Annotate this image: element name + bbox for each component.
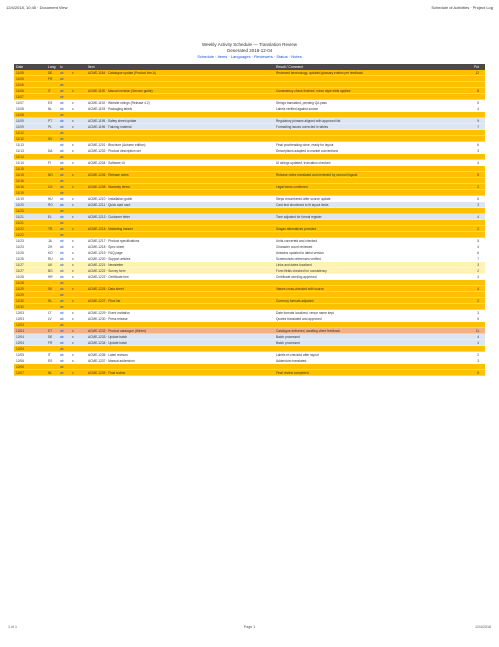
row-date: 11/09 (16, 125, 24, 129)
row-item: ACME-1208 · Warranty terms (88, 185, 130, 189)
row-date: 11/05 (16, 71, 24, 75)
row-flag: x (72, 227, 74, 231)
row-link[interactable]: ab (60, 251, 64, 255)
row-flag: x (72, 359, 74, 363)
row-pct: 4 (477, 341, 479, 345)
row-date: 12/03 (16, 323, 24, 327)
row-lang: DE (48, 71, 53, 75)
row-link[interactable]: ab (60, 263, 64, 267)
row-result: Screenshots references verified (276, 257, 321, 261)
row-link[interactable]: ab (60, 341, 64, 345)
row-date: 11/07 (16, 101, 24, 105)
row-result: Units converted and checked (276, 239, 318, 243)
row-pct: 2 (477, 185, 479, 189)
row-lang: RO (48, 203, 53, 207)
row-link[interactable]: ab (60, 89, 64, 93)
row-lang: IT (48, 89, 51, 93)
row-item: ACME-1230 · Press release (88, 317, 128, 321)
row-link[interactable]: ab (60, 257, 64, 261)
row-date: 12/06 (16, 365, 24, 369)
row-flag: x (72, 203, 74, 207)
row-pct: 12 (475, 71, 479, 75)
row-pct: 11 (475, 329, 479, 333)
row-lang: ZH (48, 245, 53, 249)
row-lang: LT (48, 311, 52, 315)
row-flag: x (72, 173, 74, 177)
row-date: 11/15 (16, 173, 24, 177)
row-link[interactable]: ab (60, 275, 64, 279)
row-link[interactable]: ab (60, 329, 64, 333)
row-pct: 5 (477, 239, 479, 243)
row-pct: 3 (477, 275, 479, 279)
table-row[interactable] (14, 370, 485, 376)
row-lang: FR (48, 341, 53, 345)
row-result: Steps renumbered after source update (276, 197, 331, 201)
row-pct: 4 (477, 215, 479, 219)
row-link[interactable]: ab (60, 143, 64, 147)
row-pct: 3 (477, 311, 479, 315)
row-flag: x (72, 257, 74, 261)
row-date: 11/26 (16, 257, 24, 261)
table-body (14, 70, 485, 376)
row-item: ACME-1232 · Product catalogue (Winter) (88, 329, 147, 333)
row-flag: x (72, 125, 74, 129)
row-link[interactable]: ab (60, 137, 64, 141)
row-result: Values cross-checked with source (276, 287, 324, 291)
row-date: 11/21 (16, 221, 24, 225)
row-link[interactable]: ab (60, 215, 64, 219)
row-result: Addendum translated (276, 359, 307, 363)
row-pct: 3 (477, 263, 479, 267)
row-item: ACME-1196 · Training material (88, 125, 132, 129)
row-lang: DE (48, 335, 53, 339)
row-pct: 7 (477, 257, 479, 261)
row-date: 11/12 (16, 137, 24, 141)
col-pct: Pct (474, 65, 479, 69)
col-result: Result / Comment (276, 65, 304, 69)
row-item: ACME-1201 · Brochure (Autumn edition) (88, 143, 146, 147)
row-date: 11/28 (16, 275, 24, 279)
row-link[interactable]: ab (60, 287, 64, 291)
row-flag: x (72, 215, 74, 219)
row-link[interactable]: ab (60, 167, 64, 171)
row-link[interactable]: ab (60, 245, 64, 249)
row-link[interactable]: ab (60, 161, 64, 165)
row-pct: 6 (477, 143, 479, 147)
row-flag: x (72, 119, 74, 123)
row-result: Date formats localized, venue name kept (276, 311, 334, 315)
row-result: Strings translated, pending QA pass (276, 101, 327, 105)
row-item: ACME-1190 · Manual revision (Service guide) (88, 89, 153, 93)
row-item: ACME-1227 · Price list (88, 299, 121, 303)
row-link[interactable]: ab (60, 179, 64, 183)
row-lang: ES (48, 101, 53, 105)
row-date: 11/05 (16, 77, 24, 81)
row-item: ACME-1193 · Packaging labels (88, 107, 133, 111)
row-result: Links and dates localized (276, 263, 312, 267)
row-flag: x (72, 335, 74, 339)
row-link[interactable]: ab (60, 149, 64, 153)
row-date: 11/16 (16, 185, 24, 189)
row-result: Regulatory phrases aligned with approved list (276, 119, 341, 123)
row-lang: ES (48, 359, 53, 363)
row-link[interactable]: ab (60, 203, 64, 207)
row-flag: x (72, 311, 74, 315)
row-item: ACME-1218 · Spec sheet (88, 245, 125, 249)
row-lang: FI (48, 161, 51, 165)
row-date: 11/30 (16, 299, 24, 303)
row-flag: x (72, 353, 74, 357)
row-pct: 3 (477, 359, 479, 363)
row-link[interactable]: ab (60, 281, 64, 285)
row-flag: x (72, 251, 74, 255)
row-result: Legal terms confirmed (276, 185, 308, 189)
row-lang: SV (48, 137, 53, 141)
document-nav-links[interactable]: Schedule · Items · Languages · Reviewers · Status · Notes (197, 54, 302, 59)
row-link[interactable]: ab (60, 113, 64, 117)
row-link[interactable]: ab (60, 77, 64, 81)
row-pct: 6 (477, 251, 479, 255)
row-flag: x (72, 299, 74, 303)
col-date: Date (16, 65, 24, 69)
row-date: 11/22 (16, 227, 24, 231)
row-result: Card text shortened to fit layout limits (276, 203, 329, 207)
row-result: Final review completed (276, 371, 309, 375)
row-pct: 5 (477, 317, 479, 321)
row-date: 11/30 (16, 305, 24, 309)
page-header-right: Schedule of Activities · Project Log (431, 5, 493, 10)
row-result: Character count reviewed (276, 245, 313, 249)
row-link[interactable]: ab (60, 359, 64, 363)
row-pct: 6 (477, 197, 479, 201)
col-item: Item (88, 65, 95, 69)
row-item: ACME-1220 · Support articles (88, 257, 131, 261)
row-date: 11/09 (16, 119, 24, 123)
footer-page: Page 1 (243, 625, 256, 629)
row-item: ACME-1210 · Installation guide (88, 197, 133, 201)
row-date: 11/19 (16, 191, 24, 195)
row-date: 11/27 (16, 263, 24, 267)
row-link[interactable]: ab (60, 311, 64, 315)
row-date: 11/29 (16, 287, 24, 291)
row-link[interactable]: ab (60, 305, 64, 309)
row-flag: x (72, 149, 74, 153)
row-link[interactable]: ab (60, 227, 64, 231)
row-pct: 2 (477, 227, 479, 231)
row-item: ACME-1237 · Manual addendum (88, 359, 135, 363)
row-lang: SK (48, 287, 53, 291)
row-flag: x (72, 107, 74, 111)
row-link[interactable]: ab (60, 317, 64, 321)
row-result: Batch processed (276, 335, 300, 339)
row-item: ACME-1221 · Newsletter (88, 263, 124, 267)
row-pct: 3 (477, 149, 479, 153)
row-link[interactable]: ab (60, 221, 64, 225)
row-link[interactable]: ab (60, 365, 64, 369)
row-lang: LV (48, 317, 52, 321)
row-link[interactable]: ab (60, 347, 64, 351)
row-date: 11/06 (16, 83, 24, 87)
row-result: Reviewed terminology, updated glossary entries per feedback (276, 71, 363, 75)
row-pct: 2 (477, 269, 479, 273)
row-result: Quotes translated and approved (276, 317, 322, 321)
row-item: ACME-1239 · Final review (88, 371, 126, 375)
row-date: 11/08 (16, 113, 24, 117)
row-link[interactable]: ab (60, 71, 64, 75)
row-lang: PL (48, 125, 52, 129)
row-lang: JA (48, 239, 52, 243)
row-date: 12/04 (16, 329, 24, 333)
row-item: ACME-1202 · Product description set (88, 149, 141, 153)
row-lang: NL (48, 371, 53, 375)
row-lang: SL (48, 299, 52, 303)
row-lang: HR (48, 275, 53, 279)
row-pct: 6 (477, 371, 479, 375)
row-date: 11/08 (16, 107, 24, 111)
row-result: Currency formats adjusted (276, 299, 314, 303)
row-pct: 5 (477, 101, 479, 105)
row-date: 11/29 (16, 293, 24, 297)
row-link[interactable]: ab (60, 119, 64, 123)
row-link[interactable]: ab (60, 101, 64, 105)
row-link[interactable]: ab (60, 239, 64, 243)
row-link[interactable]: ab (60, 353, 64, 357)
row-date: 12/03 (16, 317, 24, 321)
row-lang: DA (48, 149, 53, 153)
row-link[interactable]: ab (60, 83, 64, 87)
row-date: 12/05 (16, 347, 24, 351)
document-subtitle: Generated 2018-12-04 (226, 48, 273, 53)
row-date: 11/21 (16, 215, 24, 219)
row-flag: x (72, 341, 74, 345)
row-result: Tone adjusted for formal register (276, 215, 322, 219)
row-date: 11/28 (16, 281, 24, 285)
row-date: 11/19 (16, 197, 24, 201)
row-flag: x (72, 143, 74, 147)
row-link[interactable]: ab (60, 335, 64, 339)
row-flag: x (72, 185, 74, 189)
row-result: Formatting issues corrected in tables (276, 125, 329, 129)
row-date: 11/20 (16, 203, 24, 207)
row-pct: 4 (477, 107, 479, 111)
row-item: ACME-1195 · Safety sheet update (88, 119, 137, 123)
row-result: Descriptions adapted to market conventions (276, 149, 339, 153)
col-icon: Ic (60, 65, 63, 69)
row-item: ACME-1204 · Software UI (88, 161, 125, 165)
row-lang: EL (48, 215, 52, 219)
row-flag: x (72, 89, 74, 93)
col-lang: Lang (48, 65, 56, 69)
row-link[interactable]: ab (60, 293, 64, 297)
row-item: ACME-1229 · Event invitation (88, 311, 130, 315)
row-lang: PT (48, 119, 53, 123)
row-flag: x (72, 269, 74, 273)
row-item: ACME-1206 · Release notes (88, 173, 129, 177)
row-pct: 5 (477, 173, 479, 177)
row-date: 12/03 (16, 311, 24, 315)
row-link[interactable]: ab (60, 299, 64, 303)
row-link[interactable]: ab (60, 191, 64, 195)
row-date: 11/14 (16, 161, 24, 165)
row-item: ACME-1192 · Website strings (Release 4.2) (88, 101, 150, 105)
row-item: ACME-1223 · Certificate text (88, 275, 129, 279)
row-date: 12/04 (16, 335, 24, 339)
row-pct: 4 (477, 245, 479, 249)
row-flag: x (72, 239, 74, 243)
row-lang: CS (48, 185, 53, 189)
row-date: 11/06 (16, 89, 24, 93)
row-date: 11/26 (16, 251, 24, 255)
row-flag: x (72, 329, 74, 333)
row-link[interactable]: ab (60, 185, 64, 189)
row-flag: x (72, 287, 74, 291)
row-lang: NO (48, 173, 53, 177)
row-link[interactable]: ab (60, 107, 64, 111)
row-date: 11/14 (16, 155, 24, 159)
row-result: Final proofreading done, ready for layout (276, 143, 334, 147)
row-result: Labels verified against source (276, 107, 319, 111)
row-pct: 2 (477, 353, 479, 357)
row-result: UI strings updated, truncation checked (276, 161, 331, 165)
row-date: 11/07 (16, 95, 24, 99)
row-date: 12/04 (16, 341, 24, 345)
row-result: Catalogue delivered, awaiting client feedback (276, 329, 340, 333)
row-lang: RU (48, 257, 53, 261)
document-title: Weekly Activity Schedule — Translation Review (202, 42, 297, 47)
footer-date: 12/4/2018 (475, 625, 491, 629)
row-link[interactable]: ab (60, 125, 64, 129)
row-lang: TR (48, 227, 53, 231)
row-lang: KO (48, 251, 53, 255)
row-result: Slogan alternatives provided (276, 227, 317, 231)
row-pct: 4 (477, 161, 479, 165)
row-date: 11/20 (16, 209, 24, 213)
row-link[interactable]: ab (60, 197, 64, 201)
row-item: ACME-1222 · Survey form (88, 269, 126, 273)
row-lang: ET (48, 329, 53, 333)
row-link[interactable]: ab (60, 95, 64, 99)
schedule-table (14, 64, 485, 376)
row-pct: 4 (477, 287, 479, 291)
row-date: 11/27 (16, 269, 24, 273)
row-date: 12/05 (16, 353, 24, 357)
row-flag: x (72, 161, 74, 165)
row-result: Release notes translated and reviewed by second linguist (276, 173, 358, 177)
row-date: 12/06 (16, 359, 24, 363)
row-item: ACME-1233 · Update batch (88, 335, 128, 339)
row-date: 11/23 (16, 239, 24, 243)
row-pct: 7 (477, 125, 479, 129)
row-date: 11/22 (16, 233, 24, 237)
row-flag: x (72, 275, 74, 279)
row-result: Labels re-checked after layout (276, 353, 319, 357)
row-flag: x (72, 101, 74, 105)
row-lang: FR (48, 77, 53, 81)
row-date: 11/16 (16, 179, 24, 183)
row-pct: 3 (477, 203, 479, 207)
row-link[interactable]: ab (60, 269, 64, 273)
row-pct: 8 (477, 89, 479, 93)
row-link[interactable]: ab (60, 209, 64, 213)
row-item: ACME-1234 · Update batch (88, 341, 128, 345)
row-date: 11/23 (16, 245, 24, 249)
page-header-left: 12/4/2018, 10:45 · Document View (6, 5, 68, 10)
row-date: 11/13 (16, 149, 24, 153)
row-item: ACME-1213 · Customer letter (88, 215, 130, 219)
row-flag: x (72, 263, 74, 267)
row-lang: HU (48, 197, 53, 201)
title-block (0, 42, 499, 60)
row-result: Form fields checked for consistency (276, 269, 327, 273)
row-link[interactable]: ab (60, 371, 64, 375)
row-item: ACME-1215 · Marketing banner (88, 227, 134, 231)
row-pct: 2 (477, 299, 479, 303)
row-link[interactable]: ab (60, 323, 64, 327)
row-pct: 4 (477, 335, 479, 339)
row-link[interactable]: ab (60, 155, 64, 159)
row-item: ACME-1211 · Quick start card (88, 203, 131, 207)
row-result: Certificate wording approved (276, 275, 317, 279)
row-date: 11/15 (16, 167, 24, 171)
row-flag: x (72, 371, 74, 375)
row-item: ACME-1225 · Data sheet (88, 287, 124, 291)
row-flag: x (72, 245, 74, 249)
row-result: Answers updated to latest version (276, 251, 324, 255)
row-lang: UK (48, 263, 53, 267)
row-link[interactable]: ab (60, 233, 64, 237)
footer-left: 1 of 1 (8, 625, 17, 629)
row-lang: NL (48, 107, 53, 111)
row-link[interactable]: ab (60, 131, 64, 135)
row-lang: IT (48, 353, 51, 357)
row-date: 11/13 (16, 143, 24, 147)
row-flag: x (72, 71, 74, 75)
row-item: ACME-1236 · Label revision (88, 353, 128, 357)
row-pct: 9 (477, 119, 479, 123)
row-flag: x (72, 317, 74, 321)
row-result: Batch processed (276, 341, 300, 345)
row-flag: x (72, 197, 74, 201)
row-link[interactable]: ab (60, 173, 64, 177)
row-item: ACME-1184 · Catalogue update (Product line A) (88, 71, 156, 75)
row-result: Consistency check finished, minor style edits applied (276, 89, 351, 93)
row-item: ACME-1219 · FAQ page (88, 251, 123, 255)
row-date: 11/12 (16, 131, 24, 135)
row-lang: BG (48, 269, 53, 273)
row-date: 12/07 (16, 371, 24, 375)
row-item: ACME-1217 · Product specifications (88, 239, 140, 243)
